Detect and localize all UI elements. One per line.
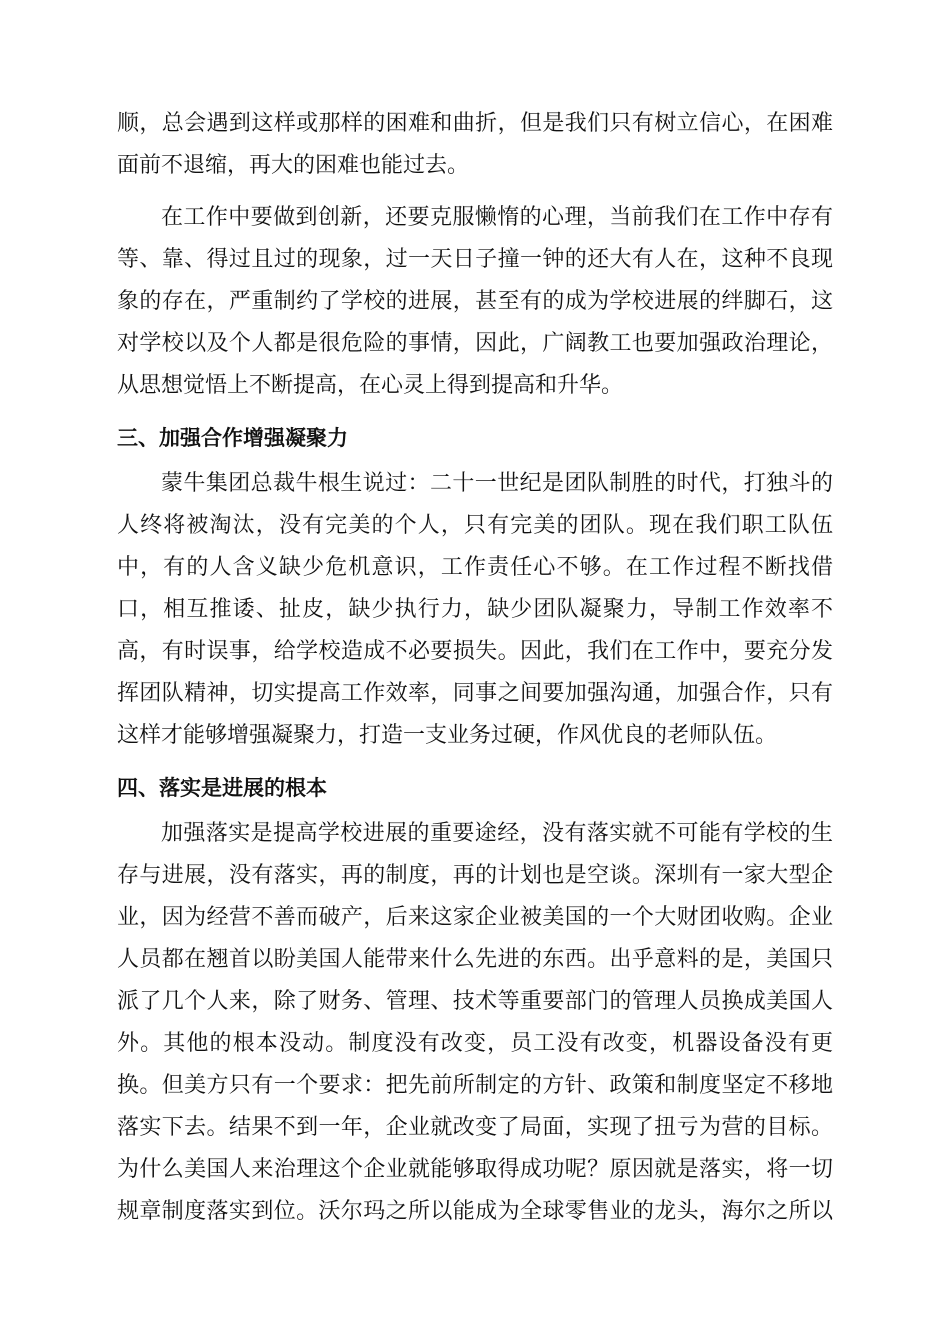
text-line: 规章制度落实到位。沃尔玛之所以能成为全球零售业的龙头，海尔之所以 xyxy=(117,1199,833,1224)
text-line: 落实下去。结果不到一年，企业就改变了局面，实现了扭亏为营的目标。 xyxy=(117,1115,833,1140)
document-body xyxy=(117,103,833,1233)
text-line: 从思想觉悟上不断提高，在心灵上得到提高和升华。 xyxy=(117,373,624,398)
text-line: 中，有的人含义缺少危机意识，工作责任心不够。在工作过程不断找借 xyxy=(117,555,833,580)
text-line: 高，有时误事，给学校造成不必要损失。因此，我们在工作中，要充分发 xyxy=(117,639,833,664)
text-line: 顺，总会遇到这样或那样的困难和曲折，但是我们只有树立信心，在困难 xyxy=(117,111,833,136)
text-line: 这样才能够增强凝聚力，打造一支业务过硬，作风优良的老师队伍。 xyxy=(117,723,778,748)
paragraph-continuation xyxy=(117,103,833,187)
paragraph-teamwork xyxy=(117,463,833,757)
section-heading-implementation: 四、落实是进展的根本 xyxy=(117,776,327,800)
text-line: 业，因为经营不善而破产，后来这家企业被美国的一个大财团收购。企业 xyxy=(117,905,833,930)
text-line: 人终将被淘汰，没有完美的个人，只有完美的团队。现在我们职工队伍 xyxy=(117,513,833,538)
text-line: 口，相互推诿、扯皮，缺少执行力，缺少团队凝聚力，导制工作效率不 xyxy=(117,597,833,622)
text-line: 对学校以及个人都是很危险的事情，因此，广阔教工也要加强政治理论， xyxy=(117,331,833,356)
text-line: 为什么美国人来治理这个企业就能够取得成功呢？原因就是落实，将一切 xyxy=(117,1157,833,1182)
paragraph-gap xyxy=(117,407,833,417)
section-heading-cooperation: 三、加强合作增强凝聚力 xyxy=(117,426,348,450)
text-line: 象的存在，严重制约了学校的进展，甚至有的成为学校进展的绊脚石，这 xyxy=(117,289,833,314)
paragraph-innovation xyxy=(117,197,833,407)
text-line: 存与进展，没有落实，再的制度，再的计划也是空谈。深圳有一家大型企 xyxy=(117,863,833,888)
paragraph-gap xyxy=(117,757,833,767)
text-line: 面前不退缩，再大的困难也能过去。 xyxy=(117,153,470,178)
text-line: 派了几个人来，除了财务、管理、技术等重要部门的管理人员换成美国人 xyxy=(117,989,833,1014)
paragraph-gap xyxy=(117,187,833,197)
text-line: 在工作中要做到创新，还要克服懒惰的心理，当前我们在工作中存有 xyxy=(161,205,833,230)
paragraph-implementation xyxy=(117,813,833,1233)
text-line: 人员都在翘首以盼美国人能带来什么先进的东西。出乎意料的是，美国只 xyxy=(117,947,833,972)
text-line: 等、靠、得过且过的现象，过一天日子撞一钟的还大有人在，这种不良现 xyxy=(117,247,833,272)
text-line: 加强落实是提高学校进展的重要途经，没有落实就不可能有学校的生 xyxy=(161,821,833,846)
text-line: 挥团队精神，切实提高工作效率，同事之间要加强沟通，加强合作，只有 xyxy=(117,681,833,706)
text-line: 换。但美方只有一个要求：把先前所制定的方针、政策和制度坚定不移地 xyxy=(117,1073,833,1098)
text-line: 外。其他的根本没动。制度没有改变，员工没有改变，机器设备没有更 xyxy=(117,1031,833,1056)
text-line: 蒙牛集团总裁牛根生说过：二十一世纪是团队制胜的时代，打独斗的 xyxy=(161,471,833,496)
